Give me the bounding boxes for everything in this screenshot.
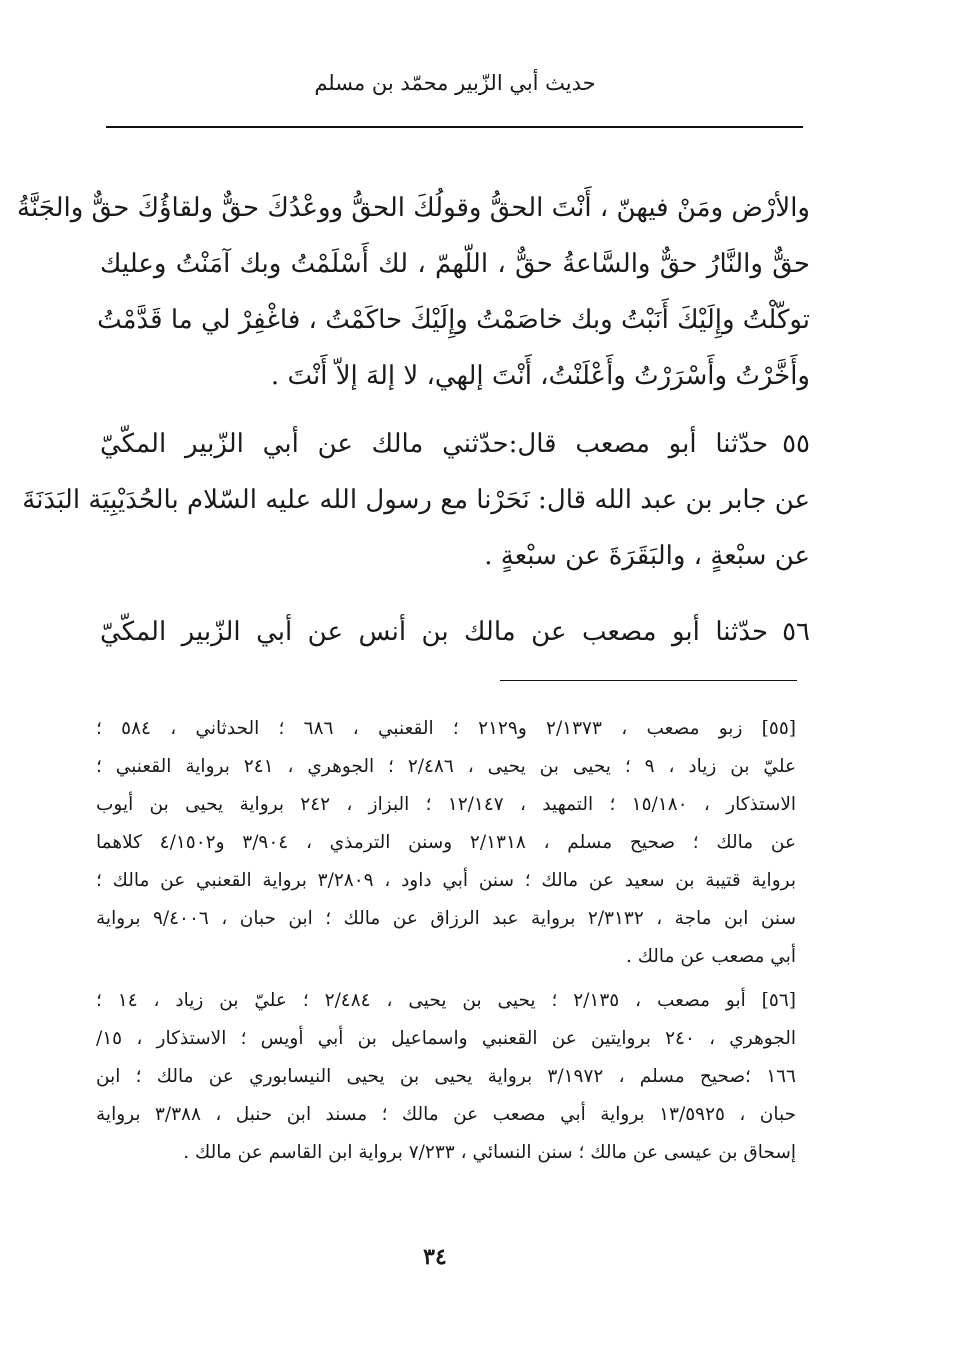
footnote-line: الجوهري ، ٢٤٠ بروايتين عن القعنبي واسماعيل بن أبي أويس ؛ الاستذكار ، ١٥/	[96, 1028, 797, 1049]
hadith-number: ٥٦	[782, 617, 810, 647]
page-number: ٣٤	[423, 1244, 447, 1270]
footnote-line: [٥٥] زبو مصعب ، ٢/١٣٧٣ و٢١٢٩ ؛ القعنبي ، ٦٨٦ ؛ الحدثاني ، ٥٨٤ ؛	[96, 718, 796, 739]
footnote-line: حبان ، ١٣/٥٩٢٥ برواية أبي مصعب عن مالك ؛ مسند ابن حنبل ، ٣/٣٨٨ برواية	[96, 1104, 797, 1125]
text-line: والأرْض ومَنْ فيهنّ ، أَنْتَ الحقُّ وقولُكَ الحقُّ ووعْدُكَ حقٌّ ولقاؤُكَ حقٌّ والجَنَّةُ	[17, 193, 810, 223]
footnote-line: أبي مصعب عن مالك .	[625, 946, 796, 967]
text-line: وأَخَّرْتُ وأَسْرَرْتُ وأَعْلَنْتُ، أَنْتَ إلهي، لا إلهَ إلاّ أَنْتَ .	[270, 361, 810, 391]
footnote-line: [٥٦] أبو مصعب ، ٢/١٣٥ ؛ يحيى بن يحيى ، ٢/٤٨٤ ؛ عليّ بن زياد ، ١٤ ؛	[96, 990, 796, 1011]
footnote-line: سنن ابن ماجة ، ٢/٣١٣٢ برواية عبد الرزاق عن مالك ؛ ابن حبان ، ٩/٤٠٠٦ برواية	[96, 908, 796, 929]
running-head: حديث أبي الزّبير محمّد بن مسلم	[314, 71, 596, 95]
text-line: عن جابر بن عبد الله قال: نَحَرْنا مع رسول الله عليه السّلام بالحُدَيْبِيَة البَدَنَةَ	[22, 485, 810, 515]
hadith-text: حدّثنا أبو مصعب عن مالك بن أنس عن أبي الزّبير المكّيّ	[100, 617, 769, 647]
hadith-55	[22, 416, 810, 584]
footnote-line: عن مالك ؛ صحيح مسلم ، ٢/١٣١٨ وسنن الترمذي ، ٣/٩٠٤ و٤/١٥٠٢ كلاهما	[96, 832, 796, 853]
text-line	[100, 416, 810, 472]
hadith-56	[100, 604, 810, 660]
text-line: عن سبْعةٍ ، والبَقَرَةَ عن سبْعةٍ .	[484, 541, 810, 571]
footnote-line: الاستذكار ، ١٥/١٨٠ ؛ التمهيد ، ١٢/١٤٧ ؛ البزاز ، ٢٤٢ برواية يحيى بن أيوب	[96, 794, 797, 815]
footnote-line: عليّ بن زياد ، ٩ ؛ يحيى بن يحيى ، ٢/٤٨٦ ؛ الجوهري ، ٢٤١ برواية القعنبي ؛	[96, 756, 797, 777]
header-rule	[106, 126, 803, 128]
footnote-55	[96, 710, 796, 976]
footnote-56	[96, 982, 796, 1172]
hadith-number: ٥٥	[782, 429, 810, 459]
footnote-line: إسحاق بن عيسى عن مالك ؛ سنن النسائي ، ٧/٢٣٣ برواية ابن القاسم عن مالك .	[183, 1142, 796, 1163]
footnote-line: ١٦٦ ؛صحيح مسلم ، ٣/١٩٧٢ برواية يحيى بن يحيى النيسابوري عن مالك ؛ ابن	[96, 1066, 796, 1087]
text-line: حقٌّ والنَّارُ حقٌّ والسَّاعةُ حقٌّ ، اللّهمّ ، لك أَسْلَمْتُ وبك آمَنْتُ وعليك	[100, 249, 810, 279]
text-line: توكّلْتُ وإِلَيْكَ أَنَبْتُ وبك خاصَمْتُ وإِلَيْكَ حاكَمْتُ ، فاغْفِرْ لي ما قَدَّمْتُ	[97, 305, 810, 335]
footnote-rule	[500, 680, 797, 681]
hadith-text: حدّثنا أبو مصعب قال:حدّثني مالك عن أبي الزّبير المكّيّ	[100, 429, 769, 459]
text-line	[100, 604, 810, 660]
footnote-line: برواية قتيبة بن سعيد عن مالك ؛ سنن أبي داود ، ٣/٢٨٠٩ برواية القعنبي عن مالك ؛	[96, 870, 796, 891]
hadith-54-continuation	[17, 180, 810, 404]
